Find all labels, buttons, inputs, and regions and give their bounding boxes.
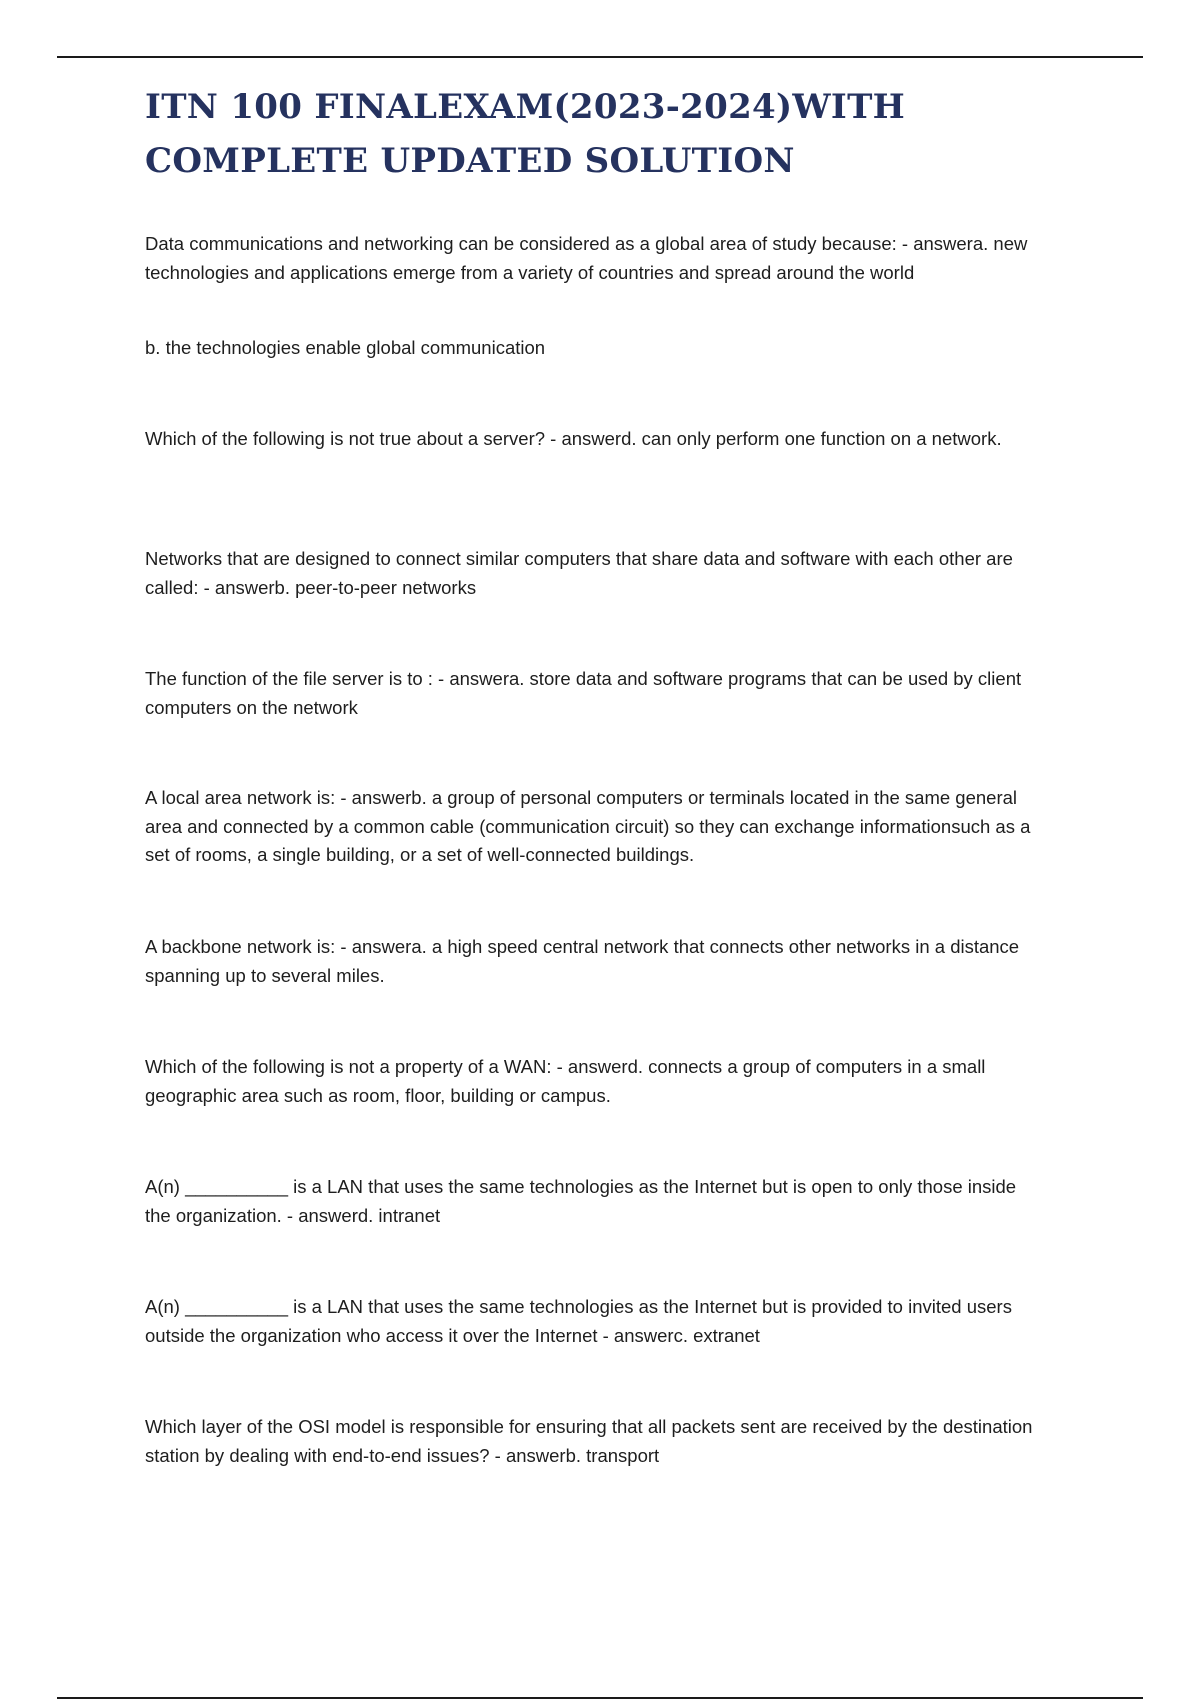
qa-item: Which layer of the OSI model is responsible for ensuring that all packets sent are received by the destination station by dealing with end-to-end issues? - answerb. transport [145,1416,1033,1466]
qa-item: The function of the file server is to : - answera. store data and software programs that can be used by client computers on the network [145,668,1022,718]
top-rule [57,56,1143,58]
qa-item: A local area network is: - answerb. a group of personal computers or terminals located in the same general area and connected by a common cable (communication circuit) so they can exchange informationsuch as a set of rooms, a single building, or a set of well-connected buildings. [145,787,1031,865]
qa-item: Data communications and networking can be considered as a global area of study because: - answera. new technologies and applications emerge from a variety of countries and spread around the world [145,233,1028,283]
document-title: ITN 100 FINALEXAM(2023-2024)WITH COMPLETE UPDATED SOLUTION [145,87,906,181]
qa-item: Networks that are designed to connect similar computers that share data and software with each other are called: - answerb. peer-to-peer networks [145,548,1013,598]
qa-item: Which of the following is not a property of a WAN: - answerd. connects a group of computers in a small geographic area such as room, floor, building or campus. [145,1056,986,1106]
qa-item: A(n) __________ is a LAN that uses the same technologies as the Internet but is open to only those inside the organization. - answerd. intranet [145,1176,1017,1226]
qa-item: A backbone network is: - answera. a high speed central network that connects other networks in a distance spanning up to several miles. [145,936,1020,986]
qa-item: A(n) __________ is a LAN that uses the same technologies as the Internet but is provided to invited users outside the organization who access it over the Internet - answerc. extranet [145,1296,1012,1346]
qa-item: b. the technologies enable global communication [145,337,546,358]
qa-item: Which of the following is not true about a server? - answerd. can only perform one function on a network. [145,428,1002,449]
bottom-rule [57,1697,1143,1699]
